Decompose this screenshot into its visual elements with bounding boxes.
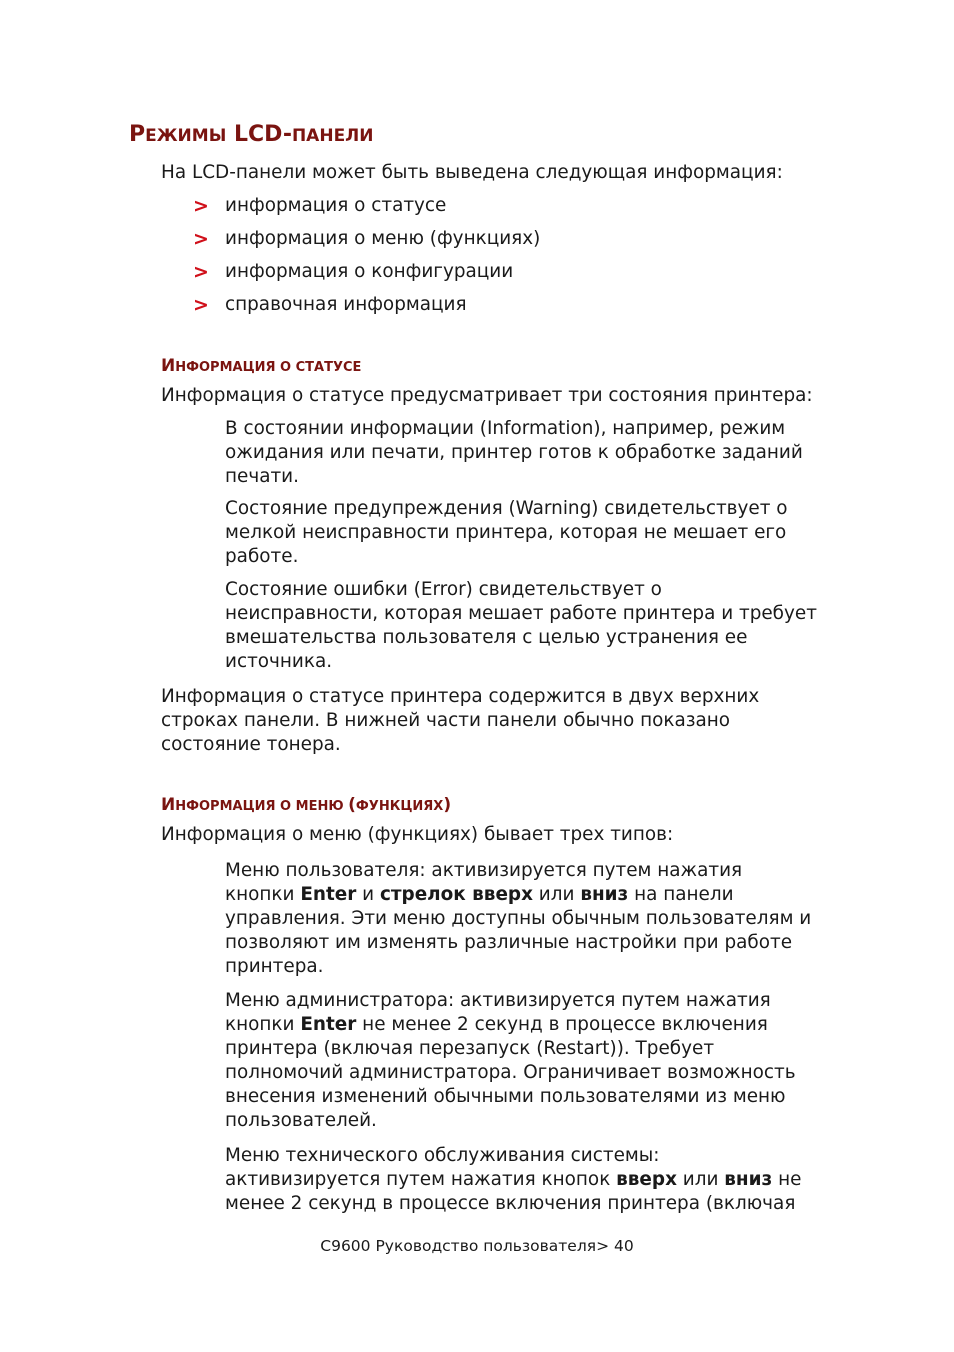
paragraph-line: ожидания или печати, принтер готов к обработке заданий [225,442,803,463]
paragraph-line: печати. [225,466,299,487]
status-heading-cap: И [161,356,176,376]
key-down-label: вниз [724,1169,773,1190]
paragraph-line: состояние тонера. [161,734,341,755]
list-item-text: информация о статусе [225,195,447,216]
menu-heading-cap: И [161,795,176,815]
paragraph-line: Состояние ошибки (Error) свидетельствует о [225,579,662,600]
menu-heading-part-2: ФУНКЦИЯХ [355,799,444,814]
text-run: кнопки [225,884,301,905]
text-run: не [772,1169,802,1190]
list-item-text: справочная информация [225,294,467,315]
key-down-label: вниз [580,884,629,905]
text-run: или [532,884,581,905]
bullet-arrow-icon: > [193,261,209,283]
text-run: или [676,1169,725,1190]
paragraph-line: Меню администратора: активизируется путем нажатия [225,990,771,1011]
section-title-cap: Р [129,122,146,147]
menu-heading-paren-close: ) [443,795,452,815]
paragraph-line: Состояние предупреждения (Warning) свидетельствует о [225,498,788,519]
menu-heading-paren-open: ( [348,795,356,815]
page-footer [0,1236,954,1256]
paragraph-line [225,1013,768,1037]
paragraph-line: Меню технического обслуживания системы: [225,1145,660,1166]
paragraph-line: строках панели. В нижней части панели обычно показано [161,710,731,731]
bullet-arrow-icon: > [193,228,209,250]
section-title [129,122,374,147]
paragraph-line: принтера (включая перезапуск (Restart)). Требует [225,1038,715,1059]
paragraph-line: Информация о статусе принтера содержится в двух верхних [161,686,760,707]
paragraph-line: пользователей. [225,1110,377,1131]
paragraph-line: управления. Эти меню доступны обычным пользователям и [225,908,812,929]
paragraph-line: работе. [225,546,299,567]
paragraph-line: вмешательства пользователя с целью устранения ее [225,627,748,648]
paragraph-line: принтера. [225,956,324,977]
text-run: активизируется путем нажатия кнопок [225,1169,617,1190]
status-heading-rest: НФОРМАЦИЯ О СТАТУСЕ [175,360,362,375]
section-title-part-1: ЕЖИМЫ [145,126,227,146]
section-title-part-3: ПАНЕЛИ [291,126,374,146]
text-run: не менее 2 секунд в процессе включения [356,1014,768,1035]
status-intro: Информация о статусе предусматривает три состояния принтера: [161,385,813,406]
paragraph-line: полномочий администратора. Ограничивает возможность [225,1062,796,1083]
menu-heading [161,788,451,816]
list-item-text: информация о меню (функциях) [225,228,541,249]
key-enter-label: Enter [300,1014,357,1035]
key-arrows-up-label: стрелок вверх [379,884,533,905]
text-run: и [356,884,380,905]
bullet-arrow-icon: > [193,195,209,217]
paragraph-line: неисправности, которая мешает работе принтера и требует [225,603,817,624]
footer-text: C9600 Руководство пользователя> 40 [320,1237,634,1255]
key-up-label: вверх [616,1169,677,1190]
paragraph-line: менее 2 секунд в процессе включения принтера (включая [225,1193,796,1214]
text-run: на панели [628,884,734,905]
paragraph-line: Меню пользователя: активизируется путем нажатия [225,860,743,881]
paragraph-line: В состоянии информации (Information), например, режим [225,418,786,439]
paragraph-line [225,883,734,907]
menu-heading-part-1: НФОРМАЦИЯ О МЕНЮ [175,799,349,814]
bullet-arrow-icon: > [193,294,209,316]
status-heading [161,349,361,377]
paragraph-line: позволяют им изменять различные настройки при работе [225,932,793,953]
paragraph-line: источника. [225,651,333,672]
paragraph-line [225,1168,801,1192]
section-title-part-2: LCD- [233,122,292,147]
text-run: кнопки [225,1014,301,1035]
list-item-text: информация о конфигурации [225,261,514,282]
menu-intro: Информация о меню (функциях) бывает трех типов: [161,824,674,845]
paragraph-line: внесения изменений обычными пользователями из меню [225,1086,786,1107]
key-enter-label: Enter [300,884,357,905]
paragraph-line: мелкой неисправности принтера, которая не мешает его [225,522,787,543]
section-intro: На LCD-панели может быть выведена следующая информация: [161,162,783,183]
